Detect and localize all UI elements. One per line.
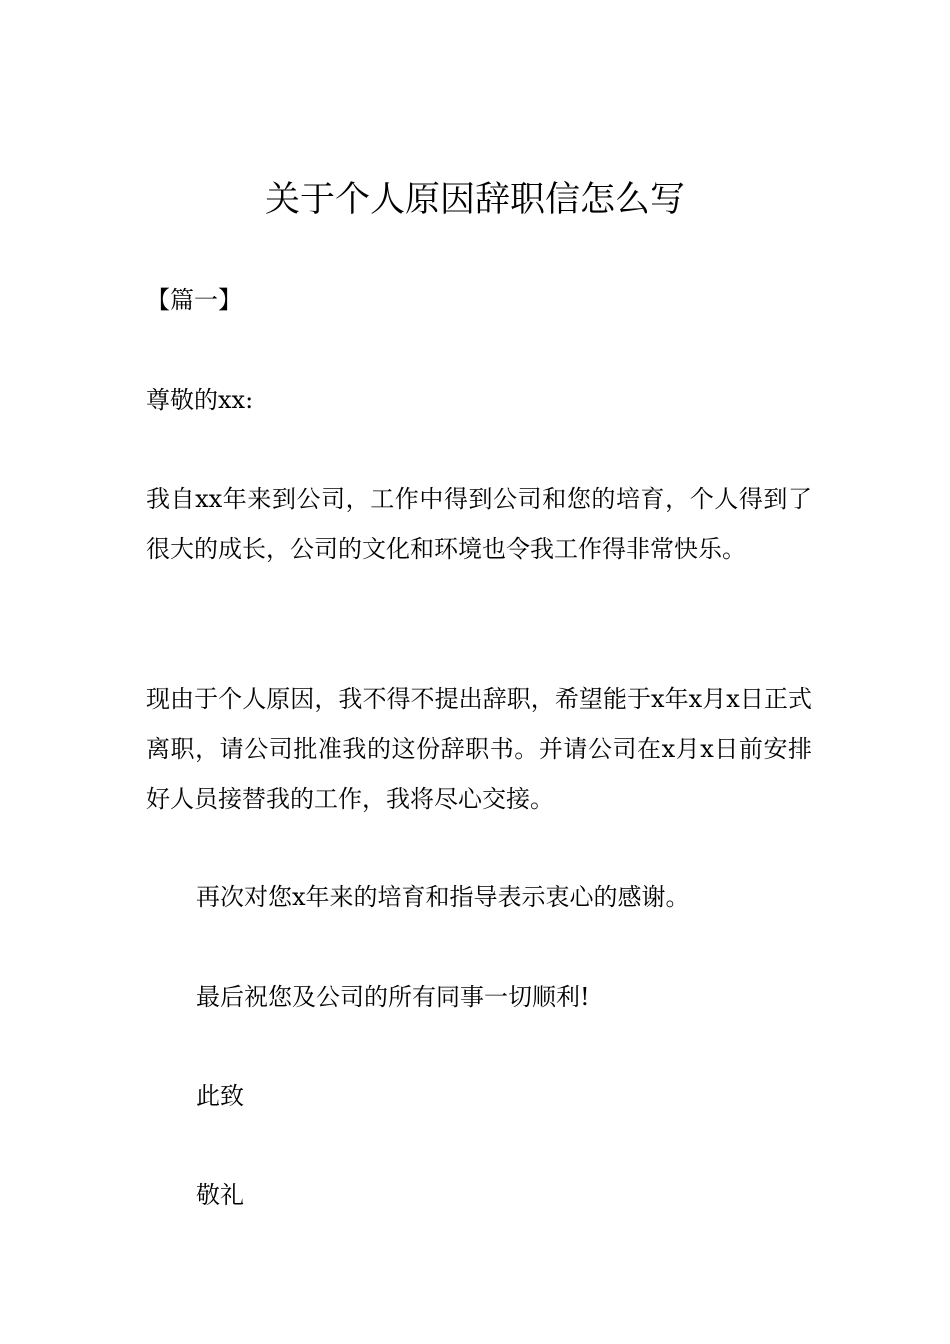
- closing-line-1: 此致: [196, 1082, 244, 1110]
- body-paragraph-1: 我自xx年来到公司，工作中得到公司和您的培育，个人得到了很大的成长，公司的文化和环境也令我工作得非常快乐。: [146, 485, 812, 563]
- salutation: 尊敬的xx:: [146, 386, 254, 414]
- thanks-line: 再次对您x年来的培育和指导表示衷心的感谢。: [196, 883, 690, 911]
- closing-line-2: 敬礼: [196, 1181, 244, 1209]
- body-paragraph-2: 现由于个人原因，我不得不提出辞职，希望能于x年x月x日正式离职，请公司批准我的这份辞职书。并请公司在x月x日前安排好人员接替我的工作，我将尽心交接。: [146, 685, 812, 813]
- wishes-line: 最后祝您及公司的所有同事一切顺利!: [196, 983, 590, 1011]
- document-title: 关于个人原因辞职信怎么写: [264, 180, 685, 220]
- section-label: 【篇一】: [146, 286, 242, 314]
